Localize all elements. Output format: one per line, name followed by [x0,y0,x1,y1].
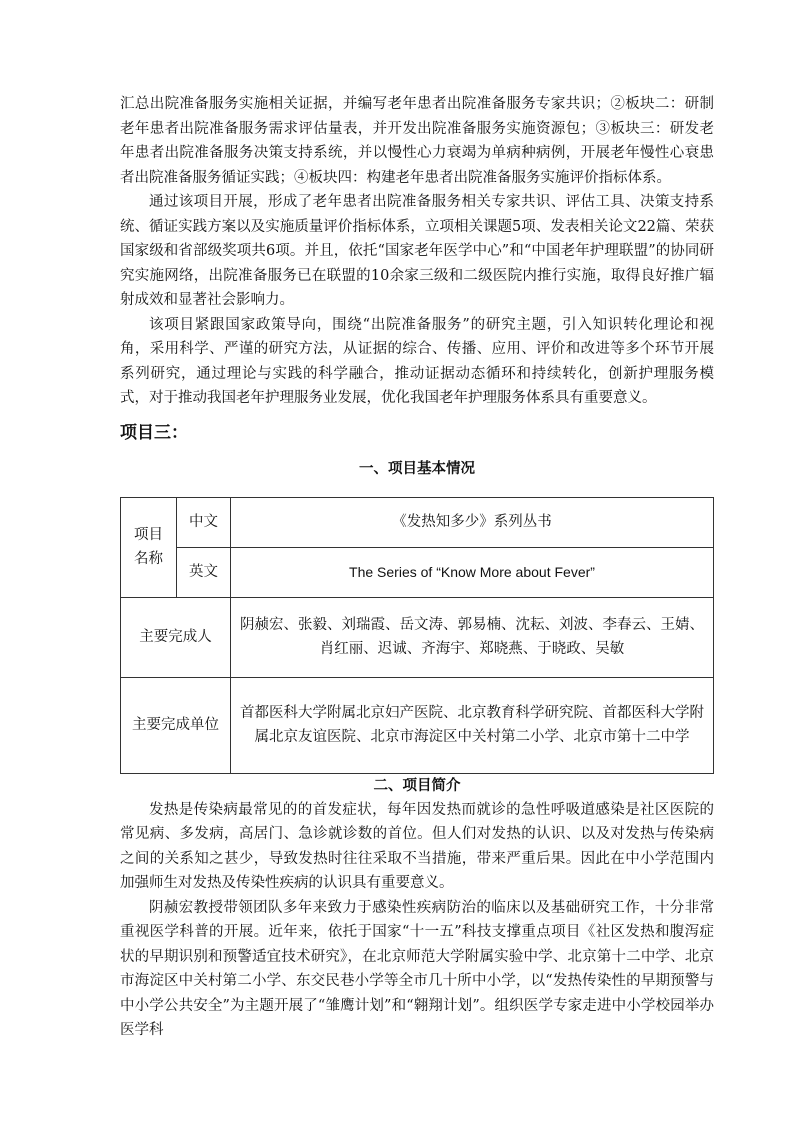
project-info-table [120,497,714,774]
table-row [121,677,714,773]
section-basic-info-title: 一、项目基本情况 [359,460,475,477]
table-row [121,547,714,597]
english-label: 英文 [177,547,231,597]
main-units-value: 首都医科大学附属北京妇产医院、北京教育科学研究院、首都医科大学附属北京友谊医院、北京市海淀区中关村第二小学、北京市第十二中学 [231,677,714,773]
brief-paragraph-1: 发热是传染病最常见的的首发症状，每年因发热而就诊的急性呼吸道感染是社区医院的常见病、多发病，高居门、急诊就诊数的首位。但人们对发热的认识、以及对发热与传染病之间的关系知之甚少，导致发热时往往采取不当措施，带来严重后果。因此在中小学范围内加强师生对发热及传染性疾病的认识具有重要意义。 [120,801,714,891]
table-row [121,497,714,547]
intro-paragraph-1: 汇总出院准备服务实施相关证据，并编写老年患者出院准备服务专家共识；②板块二：研制老年患者出院准备服务需求评估量表，并开发出院准备服务实施资源包；③板块三：研发老年患者出院准备服务决策支持系统，并以慢性心力衰竭为单病种病例，开展老年慢性心衰患者出院准备服务循证实践；④板块四：构建老年患者出院准备服务实施评价指标体系。 [120,96,714,186]
main-contributors-label: 主要完成人 [121,597,231,677]
project-name-label: 项目名称 [121,497,177,597]
intro-paragraph-2: 通过该项目开展，形成了老年患者出院准备服务相关专家共识、评估工具、决策支持系统、循证实践方案以及实施质量评价指标体系，立项相关课题5项、发表相关论文22篇、荣获国家级和省部级奖项共6项。并且，依托“国家老年医学中心”和“中国老年护理联盟”的协同研究实施网络，出院准备服务已在联盟的10余家三级和二级医院内推行实施，取得良好推广辐射成效和显著社会影响力。 [120,194,714,308]
chinese-label: 中文 [177,497,231,547]
chinese-name-value: 《发热知多少》系列丛书 [231,497,714,547]
project-three-heading: 项目三： [120,422,188,443]
main-contributors-value: 阴赪宏、张毅、刘瑞霞、岳文涛、郭易楠、沈耘、刘波、李春云、王婧、肖红丽、迟诚、齐海宇、郑晓燕、于晓政、吴敏 [231,597,714,677]
section-brief-title: 二、项目简介 [373,777,461,794]
table-row [121,597,714,677]
main-units-label: 主要完成单位 [121,677,231,773]
intro-paragraph-3: 该项目紧跟国家政策导向，围绕“出院准备服务”的研究主题，引入知识转化理论和视角，采用科学、严谨的研究方法，从证据的综合、传播、应用、评价和改进等多个环节开展系列研究，通过理论与实践的科学融合，推动证据动态循环和持续转化，创新护理服务模式，对于推动我国老年护理服务业发展，优化我国老年护理服务体系具有重要意义。 [120,316,714,406]
english-name-value: The Series of “Know More about Fever” [231,547,714,597]
brief-paragraph-2: 阴赪宏教授带领团队多年来致力于感染性疾病防治的临床以及基础研究工作，十分非常重视医学科普的开展。近年来，依托于国家“十一五”科技支撑重点项目《社区发热和腹泻症状的早期识别和预警适宜技术研究》，在北京师范大学附属实验中学、北京第十二中学、北京市海淀区中关村第二小学、东交民巷小学等全市几十所中小学，以“发热传染性的早期预警与中小学公共安全”为主题开展了“雏鹰计划”和“翱翔计划”。组织医学专家走进中小学校园举办医学科 [120,899,714,1038]
document-page [120,92,714,1043]
